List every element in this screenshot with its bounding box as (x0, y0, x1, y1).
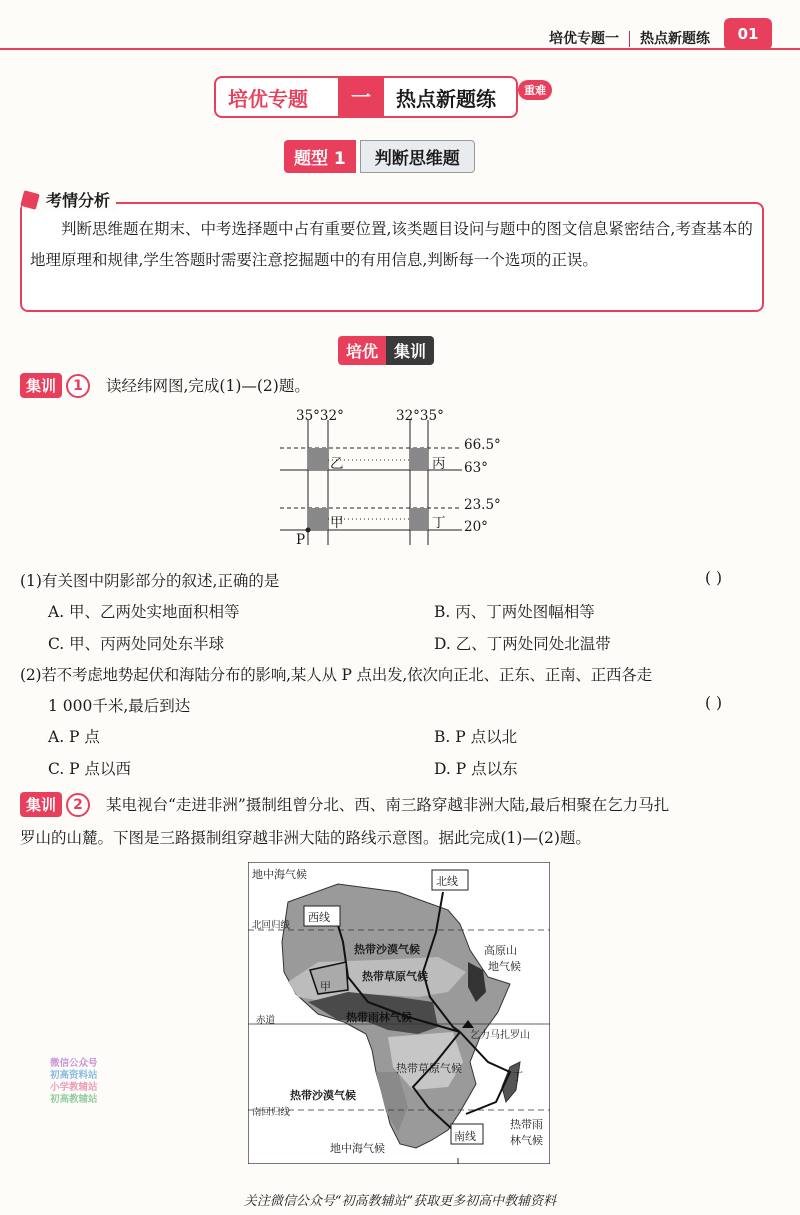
grid-yi: 乙 (330, 456, 344, 472)
set1-intro: 读经纬网图,完成(1)—(2)题。 (106, 377, 310, 395)
grid-lat-23: 23.5° (464, 497, 501, 513)
map-label-highland-1: 高原山 (484, 944, 517, 957)
set2-text-line1: 某电视台“走进非洲”摄制组曾分北、西、南三路穿越非洲大陆,最后相聚在乞力马扎 (106, 796, 670, 814)
watermark-line-4: 初高教辅站 (50, 1094, 98, 1105)
q1-option-b: B. 丙、丁两处图幅相等 (434, 603, 595, 621)
map-label-desert-n: 热带沙漠气候 (354, 943, 420, 956)
watermark-line-1: 微信公众号 (50, 1058, 98, 1069)
set2-tag (20, 792, 90, 817)
grid-lat-63: 63° (464, 460, 488, 476)
page-number: 01 (724, 18, 772, 50)
map-label-savanna-s: 热带草原气候 (396, 1062, 462, 1075)
map-label-rain-s1: 热带雨 (510, 1118, 543, 1131)
set2-tag-num: 2 (66, 793, 90, 817)
map-label-savanna-n: 热带草原气候 (362, 970, 428, 983)
set2-tag-label: 集训 (20, 792, 62, 817)
title-banner (214, 76, 518, 118)
grid-bing: 丙 (432, 456, 446, 472)
practice-p2: 集训 (386, 336, 434, 365)
banner-part1: 培优专题 (228, 86, 308, 111)
map-label-rainforest: 热带雨林气候 (346, 1011, 412, 1024)
map-label-kilimanjaro: 乞力马扎罗山 (470, 1030, 530, 1041)
header-rule (0, 48, 800, 50)
q1-option-c: C. 甲、丙两处同处东半球 (48, 635, 225, 653)
map-label-med-n: 地中海气候 (252, 868, 307, 881)
practice-heading (338, 336, 434, 365)
set1-tag-label: 集训 (20, 373, 62, 398)
map-label-med-s: 地中海气候 (330, 1142, 385, 1155)
set1-tag (20, 373, 90, 398)
grid-jia: 甲 (330, 515, 344, 531)
q1-option-a: A. 甲、乙两处实地面积相等 (48, 603, 240, 621)
q2-blank: ( ) (705, 694, 723, 712)
footer-note: 关注微信公众号“初高教辅站”获取更多初高中教辅资料 (243, 1194, 557, 1209)
q2-stem-line2: 1 000千米,最后到达 (48, 697, 191, 715)
map-label-tropic-s: 南回归线 (252, 1107, 291, 1118)
map-label-equator: 赤道 (256, 1015, 276, 1026)
q1-blank: ( ) (705, 569, 723, 587)
map-label-desert-s: 热带沙漠气候 (290, 1089, 356, 1102)
banner-part2: 一 (338, 78, 384, 116)
set1-tag-num: 1 (66, 374, 90, 398)
map-label-west-route: 西线 (308, 911, 330, 924)
header-subtitle: 热点新题练 (640, 31, 710, 47)
grid-top-right: 32°35° (396, 408, 444, 424)
grid-lat-66: 66.5° (464, 437, 501, 453)
running-header (549, 28, 710, 48)
watermark-line-3: 小学教辅站 (50, 1082, 98, 1093)
q2-option-b: B. P 点以北 (434, 728, 518, 746)
question-type (284, 140, 475, 173)
analysis-text: 判断思维题在期末、中考选择题中占有重要位置,该类题目设问与题中的图文信息紧密结合,考查基本的地理原理和规律,学生答题时需要注意挖掘题中的有用信息,判断每一个选项的正误。 (30, 220, 753, 269)
watermark-line-2: 初高资料站 (50, 1070, 98, 1081)
map-label-rain-s2: 林气候 (510, 1134, 543, 1147)
analysis-heading (22, 188, 116, 211)
map-label-north-route: 北线 (436, 875, 458, 888)
header-separator (629, 31, 630, 47)
q2-option-a: A. P 点 (48, 728, 100, 746)
type-title: 判断思维题 (360, 140, 475, 173)
q2-option-c: C. P 点以西 (48, 760, 132, 778)
map-label-jia: 甲 (320, 980, 331, 993)
grid-lat-20: 20° (464, 519, 488, 535)
q2-option-d: D. P 点以东 (434, 760, 518, 778)
grid-top-left: 35°32° (296, 408, 344, 424)
q2-stem-line1: (2)若不考虑地势起伏和海陆分布的影响,某人从 P 点出发,依次向正北、正东、正南、正西各走 (20, 666, 652, 684)
difficulty-badge: 重难 (518, 80, 552, 100)
banner-part3: 热点新题练 (396, 86, 496, 111)
map-label-highland-2: 地气候 (488, 960, 521, 973)
grid-p: P (296, 532, 306, 548)
grid-ding: 丁 (432, 515, 446, 531)
type-label: 题型 1 (284, 140, 356, 173)
analysis-title: 考情分析 (46, 191, 111, 210)
q1-stem: (1)有关图中阴影部分的叙述,正确的是 (20, 572, 280, 590)
map-label-south-route: 南线 (454, 1130, 476, 1143)
header-section: 培优专题一 (549, 31, 619, 47)
map-label-ding: 丁 (512, 1070, 523, 1083)
map-label-tropic-n: 北回归线 (252, 920, 291, 931)
set2-text-line2: 罗山的山麓。下图是三路摄制组穿越非洲大陆的路线示意图。据此完成(1)—(2)题。 (20, 829, 591, 847)
practice-p1: 培优 (338, 336, 386, 365)
side-watermark (50, 1058, 98, 1106)
cube-icon (20, 190, 40, 210)
q1-option-d: D. 乙、丁两处同处北温带 (434, 635, 611, 653)
